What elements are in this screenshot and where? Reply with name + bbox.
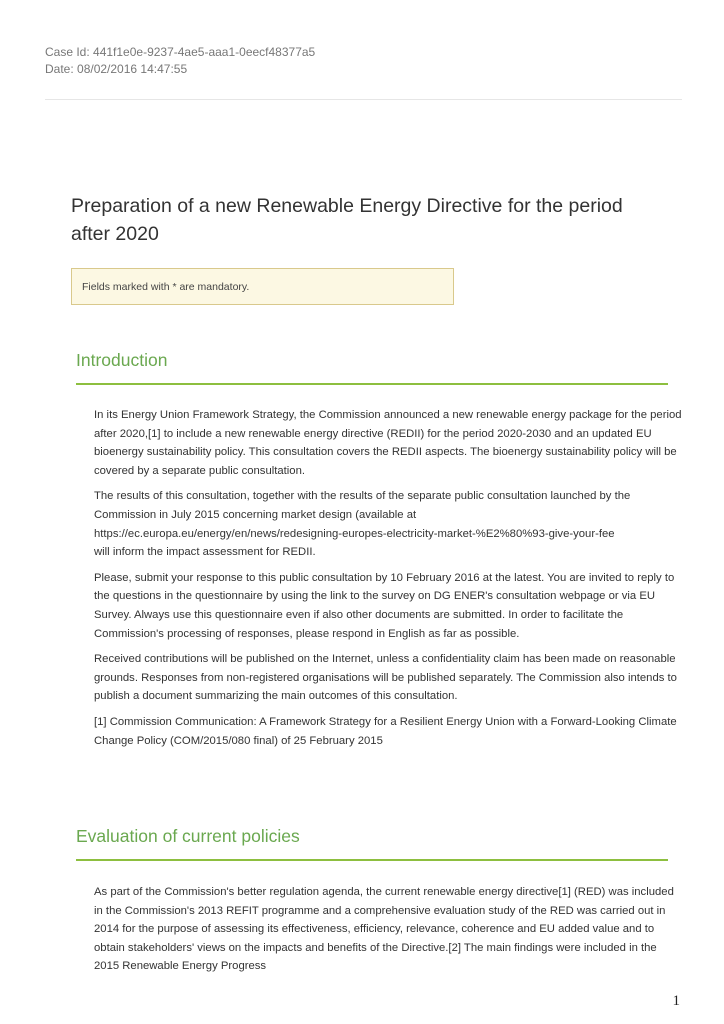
page-number: 1 [672,993,680,1009]
introduction-body [94,406,684,757]
intro-paragraph-results [94,487,684,561]
evaluation-body [94,883,674,983]
introduction-heading: Introduction [76,350,168,370]
introduction-divider [76,383,668,385]
intro-footnote: [1] Commission Communication: A Framework Strategy for a Resilient Energy Union with a Forward-Looking Climate Change Policy (COM/2015/080 final) of 25 February 2015 [94,715,677,747]
page-title: Preparation of a new Renewable Energy Directive for the period after 2020 [71,195,623,245]
intro-results-text: The results of this consultation, together with the results of the separate public consultation launched by the Commission in July 2015 concerning market design (available at [94,490,631,521]
mandatory-fields-notice: Fields marked with * are mandatory. [71,268,454,305]
case-metadata [45,44,315,78]
intro-paragraph-submit: Please, submit your response to this public consultation by 10 February 2016 at the latest. You are invited to reply to the questions in the questionnaire by using the link to the survey on DG ENER's consultation webpage or via EU Survey. Always use this questionnaire even if also other documents are submitted. In order to facilitate the Commission's processing of responses, please respond in English as far as possible. [94,571,675,640]
case-date: Date: 08/02/2016 14:47:55 [45,62,188,76]
case-id: Case Id: 441f1e0e-9237-4ae5-aaa1-0eecf48377a5 [45,45,316,59]
evaluation-divider [76,859,668,861]
evaluation-paragraph: As part of the Commission's better regulation agenda, the current renewable energy directive[1] (RED) was included in the Commission's 2013 REFIT programme and a comprehensive evaluation study of the RED was carried out in 2014 for the purpose of assessing its effectiveness, efficiency, relevance, coherence and EU added value and to obtain stakeholders' views on the impacts and benefits of the Directive.[2] The main findings were included in the 2015 Renewable Energy Progress [94,886,674,973]
intro-paragraph-publication: Received contributions will be published on the Internet, unless a confidentiality claim has been made on reasonable grounds. Responses from non-registered organisations will be published separately. The Commission also intends to publish a document summarizing the main outcomes of this consultation. [94,653,677,703]
intro-paragraph: In its Energy Union Framework Strategy, the Commission announced a new renewable energy package for the period after 2020,[1] to include a new renewable energy directive (REDII) for the period 2020-2030 and an updated EU bioenergy sustainability policy. This consultation covers the REDII aspects. The bioenergy sustainability policy will be covered by a separate public consultation. [94,409,682,477]
market-design-link[interactable]: https://ec.europa.eu/energy/en/news/redesigning-europes-electricity-market-%E2%80%93-give-your-fee [94,527,615,540]
evaluation-heading: Evaluation of current policies [76,826,300,846]
intro-results-text-end: will inform the impact assessment for REDII. [94,546,316,559]
header-divider [45,99,682,100]
